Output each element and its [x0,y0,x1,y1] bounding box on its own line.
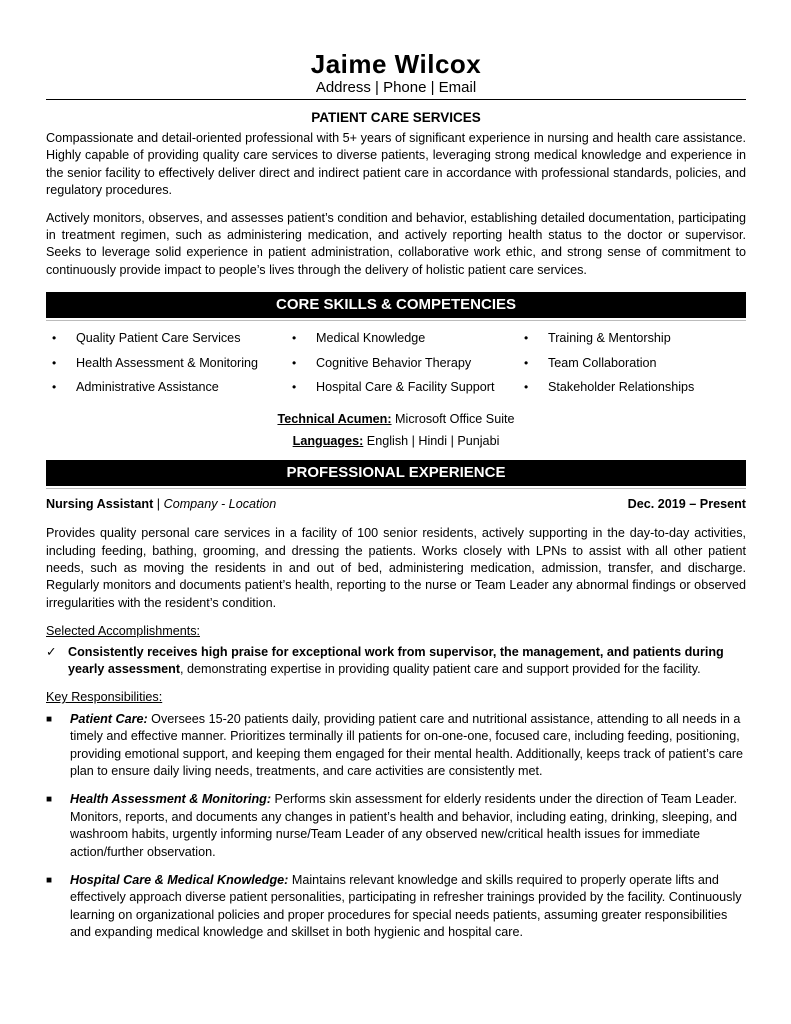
responsibility-text: Maintains relevant knowledge and skills required to properly operate lifts and effectively approach diverse patient personalities, participating in refresher trainings provided by the facility. Continuously learning on organizational policies and proper procedures for special needs patients, assuming greater responsibilities and expanding medical knowledge and skillset in both hygienic and hospital care. [70,873,742,940]
bullet-icon: • [292,331,297,346]
skill-item: • Cognitive Behavior Therapy [292,355,524,380]
accomplishment-item [46,644,746,679]
experience-heading: PROFESSIONAL EXPERIENCE [46,460,746,486]
bullet-icon: • [524,355,529,370]
skills-heading-bar [46,292,746,321]
square-bullet-icon: ■ [46,713,53,725]
accomplishments-label: Selected Accomplishments: [46,624,200,639]
responsibility-item [46,711,746,781]
job-dates: Dec. 2019 – Present [627,496,746,511]
responsibilities-label: Key Responsibilities: [46,690,163,705]
technical-acumen-label: Technical Acumen: [277,411,392,426]
bullet-icon: • [52,331,57,346]
technical-acumen [46,408,746,430]
summary-section [46,130,746,279]
skill-item: • Team Collaboration [524,355,694,380]
technical-acumen-value: Microsoft Office Suite [391,411,515,426]
skills-heading: CORE SKILLS & COMPETENCIES [46,292,746,318]
experience-heading-bar [46,460,746,489]
skill-item: • Medical Knowledge [292,330,524,355]
responsibility-text: Performs skin assessment for elderly residents under the direction of Team Leader. Monitors, reports, and documents any changes in patient’s health and behavior, including eating, drinking, sleeping, and washroom habits, urgently informing nurse/Team Leader of any observed new/critical health issues for immediate action/further observation. [70,792,738,859]
job-title: Nursing Assistant [46,496,154,511]
languages-label: Languages: [292,433,364,448]
summary-paragraph: Actively monitors, observes, and assesses patient’s condition and behavior, establishing detailed documentation, participating in treatment regimen, such as administering medication, and actively reporting health status to the doctor or supervisor. Seeks to leverage solid experience in patient administration, collaborative work ethic, and strong sense of commitment to continuously provide impact to people’s lives through the delivery of holistic patient care services. [46,210,746,277]
languages [46,430,746,452]
square-bullet-icon: ■ [46,875,53,887]
skills-column [292,330,524,404]
header-rule [46,99,746,100]
bullet-icon: • [524,380,529,395]
skills-column [52,330,292,404]
resume-page [46,50,746,942]
responsibility-item [46,872,746,942]
bullet-icon: • [52,355,57,370]
responsibility-item [46,791,746,861]
accomplishment-text: , demonstrating expertise in providing quality patient care and support provided for the facility. [180,662,701,676]
skill-item: • Quality Patient Care Services [52,330,292,355]
job-company: Company - Location [163,496,277,511]
checkmark-icon: ✓ [46,644,57,659]
skills-grid [46,330,746,404]
contact-line: Address | Phone | Email [315,79,477,96]
bullet-icon: • [292,380,297,395]
skill-item: • Training & Mentorship [524,330,694,355]
job-separator: | [153,496,164,511]
skill-item: • Stakeholder Relationships [524,379,694,404]
responsibility-title: Patient Care: [70,711,148,726]
bullet-icon: • [292,355,297,370]
bullet-icon: • [524,331,529,346]
languages-value: English | Hindi | Punjabi [363,433,500,448]
accomplishment-highlight: Consistently receives high praise for exceptional work from supervisor, the management, and patients during yearly assessment [68,644,724,676]
responsibility-title: Hospital Care & Medical Knowledge: [70,873,289,888]
professional-title: PATIENT CARE SERVICES [311,110,481,125]
skill-item: • Health Assessment & Monitoring [52,355,292,380]
square-bullet-icon: ■ [46,794,53,806]
job-description: Provides quality personal care services in a facility of 100 senior residents, actively supporting in the day-to-day activities, including feeding, bathing, grooming, and dressing the patients. Works closely with LPNs to assist with all other patient needs, such as moving the residents in and out of bed, administering medication, admission, transfer, and discharge. Regularly monitors and documents patient’s health, reporting to the nurse or Team Leader any abnormal findings or observed irregularities with the resident’s condition. [46,526,746,610]
skill-item: • Hospital Care & Facility Support [292,379,524,404]
job-header [46,496,746,513]
job-title-line [46,496,276,513]
responsibility-title: Health Assessment & Monitoring: [70,792,272,807]
bullet-icon: • [52,380,57,395]
skill-item: • Administrative Assistance [52,379,292,404]
candidate-name: Jaime Wilcox [310,49,482,79]
summary-paragraph: Compassionate and detail-oriented professional with 5+ years of significant experience in nursing and health care assistance. Highly capable of providing quality care services to diverse patients, leveraging strong medical knowledge and experience in the senior facility to effectively deliver direct and indirect patient care in accordance with professional standards, policies, and regulatory procedures. [46,131,746,198]
skills-column [524,330,694,404]
responsibility-text: Oversees 15-20 patients daily, providing patient care and nutritional assistance, attending to all needs in a timely and effective manner. Prioritizes terminally ill patients for on-one-one, focused care, including feeding, positioning, providing emotional support, and keeping them engaged for their mental health. Additionally, keeps track of patient’s care plan to ensure daily living needs, treatments, and care activities are consistently met. [70,711,744,779]
